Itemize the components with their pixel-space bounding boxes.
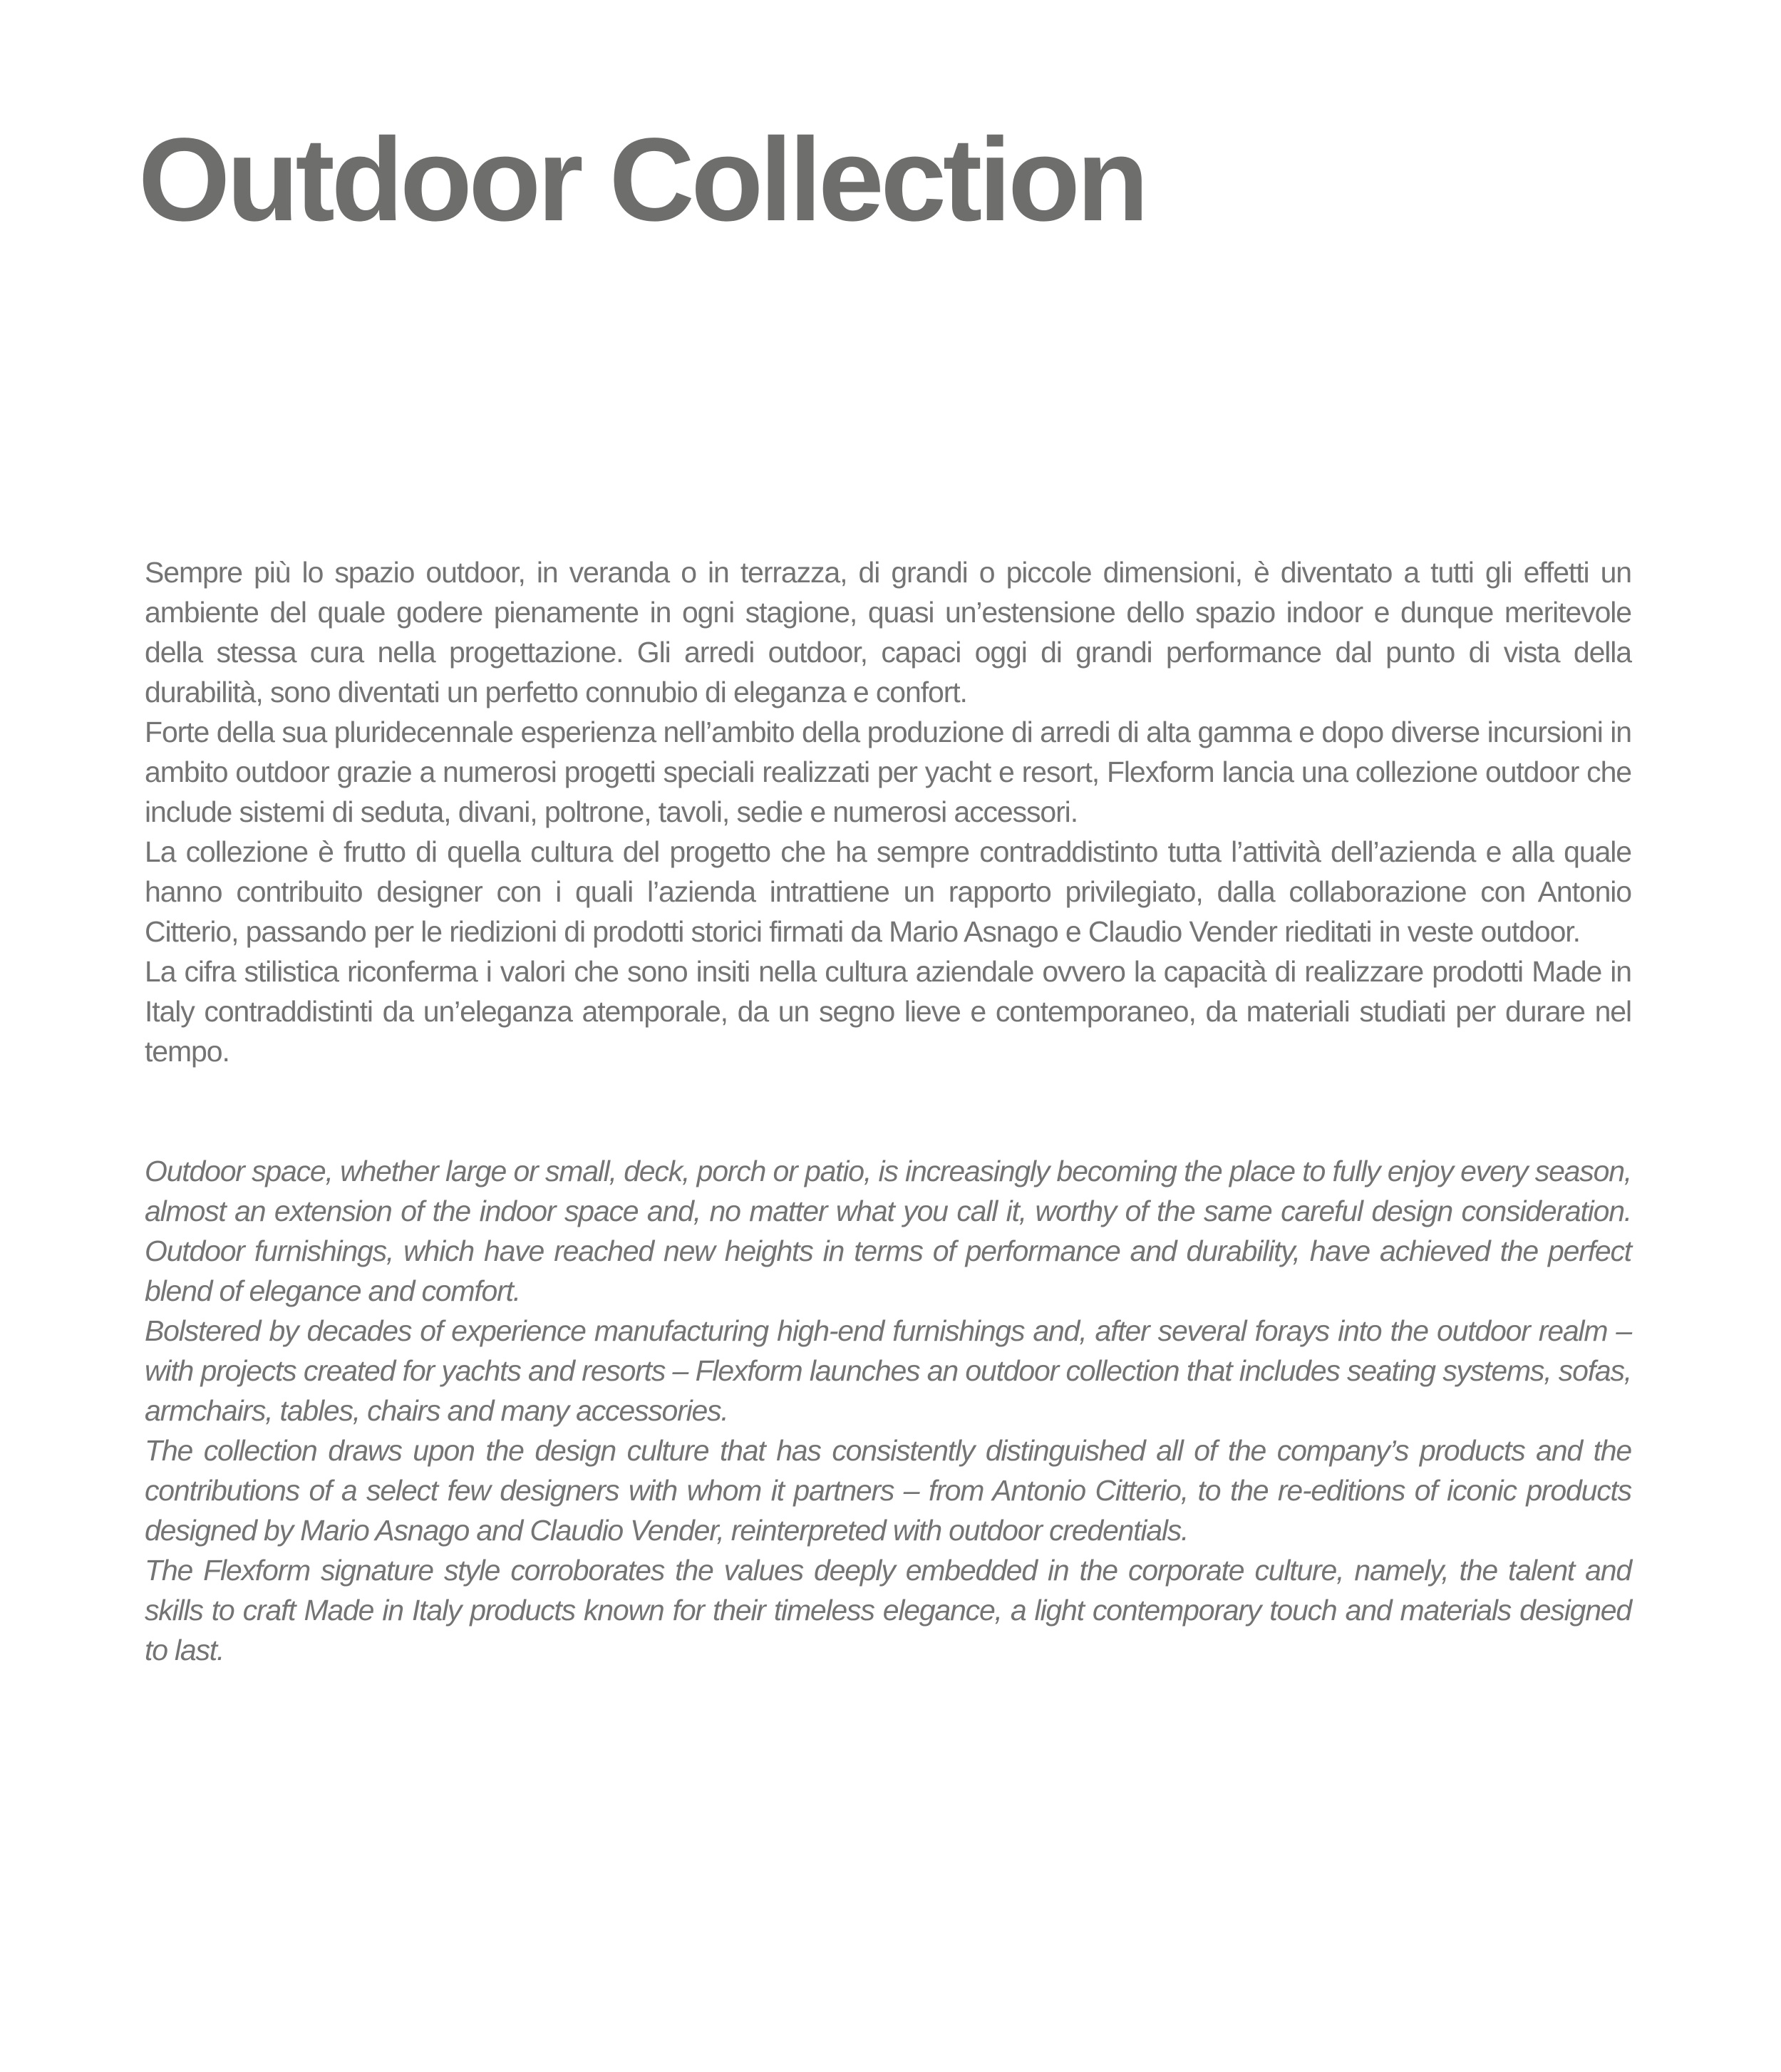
english-paragraph: Bolstered by decades of experience manufacturing high-end furnishings and, after several forays into the outdoor realm – with projects created for yachts and resorts – Flexform launches an outdoor collection that includes seating systems, sofas, armchairs, tables, chairs and many accessories.	[145, 1314, 1631, 1427]
italian-paragraph: Forte della sua pluridecennale esperienza nell’ambito della produzione di arredi di alta gamma e dopo diverse incursioni in ambito outdoor grazie a numerosi progetti speciali realizzati per yacht e resort, Flexform lancia una collezione outdoor che include sistemi di seduta, divani, poltrone, tavoli, sedie e numerosi accessori.	[145, 716, 1631, 828]
english-text-block	[145, 1151, 1631, 1670]
italian-paragraph: La cifra stilistica riconferma i valori che sono insiti nella cultura aziendale ovvero la capacità di realizzare prodotti Made in Italy contraddistinti da un’eleganza atemporale, da un segno lieve e contemporaneo, da materiali studiati per durare nel tempo.	[145, 955, 1631, 1068]
italian-text-block	[145, 552, 1631, 1071]
english-paragraph: Outdoor space, whether large or small, deck, porch or patio, is increasingly becoming the place to fully enjoy every season, almost an extension of the indoor space and, no matter what you call it, worthy of the same careful design consideration. Outdoor furnishings, which have reached new heights in terms of performance and durability, have achieved the perfect blend of elegance and comfort.	[145, 1155, 1631, 1307]
english-paragraph: The Flexform signature style corroborates the values deeply embedded in the corporate culture, namely, the talent and skills to craft Made in Italy products known for their timeless elegance, a light contemporary touch and materials designed to last.	[145, 1554, 1631, 1666]
english-paragraph: The collection draws upon the design culture that has consistently distinguished all of the company’s products and the contributions of a select few designers with whom it partners – from Antonio Citterio, to the re-editions of iconic products designed by Mario Asnago and Claudio Vender, reinterpreted with outdoor credentials.	[145, 1434, 1631, 1547]
italian-paragraph: La collezione è frutto di quella cultura del progetto che ha sempre contraddistinto tutta l’attività dell’azienda e alla quale hanno contribuito designer con i quali l’azienda intrattiene un rapporto privilegiato, dalla collaborazione con Antonio Citterio, passando per le riedizioni di prodotti storici firmati da Mario Asnago e Claudio Vender rieditati in veste outdoor.	[145, 835, 1631, 948]
italian-paragraph: Sempre più lo spazio outdoor, in veranda o in terrazza, di grandi o piccole dimensioni, è diventato a tutti gli effetti un ambiente del quale godere pienamente in ogni stagione, quasi un’estensione dello spazio indoor e dunque meritevole della stessa cura nella progettazione. Gli arredi outdoor, capaci oggi di grandi performance dal punto di vista della durabilità, sono diventati un perfetto connubio di eleganza e confort.	[145, 556, 1631, 708]
page-title: Outdoor Collection	[138, 114, 1146, 246]
